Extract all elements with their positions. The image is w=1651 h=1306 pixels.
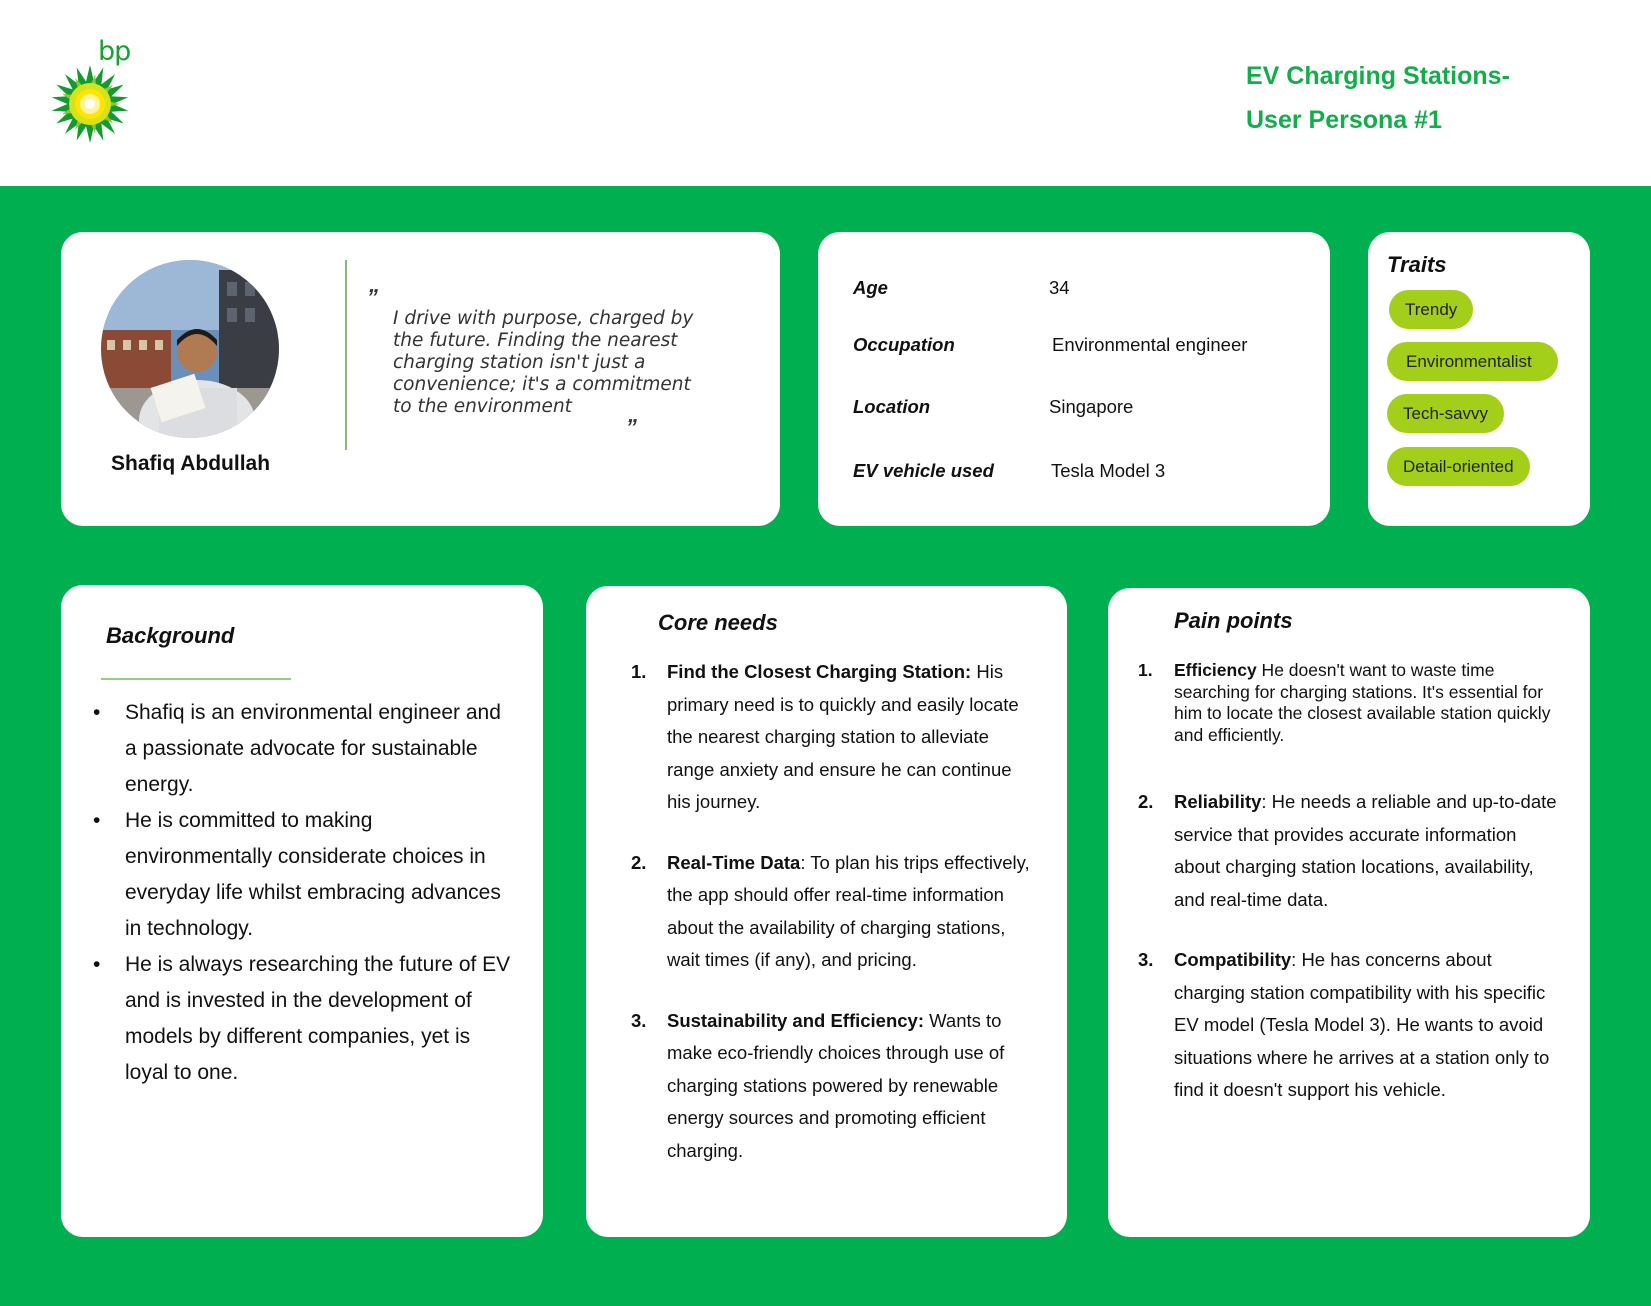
traits-card [1368, 232, 1590, 526]
core-needs-list [631, 656, 1039, 1167]
persona-photo-icon [101, 260, 279, 438]
quote-open-mark: „ [369, 272, 380, 297]
age-label: Age [853, 277, 888, 298]
list-number: 3. [631, 1009, 647, 1031]
list-number: 2. [631, 851, 647, 873]
list-item [1138, 786, 1564, 916]
bullet-icon: • [93, 701, 101, 724]
list-item-text: : He has concerns about charging station compatibility with his specific EV model (Tesla Model 3). He wants to avoid situations where he arrives at a station only to find it doesn't support his vehicle. [1174, 949, 1550, 1100]
list-item-text: His primary need is to quickly and easily locate the nearest charging station to alleviate range anxiety and ensure he can continue his journey. [667, 661, 1019, 812]
list-number: 3. [1138, 949, 1154, 970]
core-needs-card [586, 586, 1067, 1237]
list-item-text: He doesn't want to waste time searching for charging stations. It's essential for him to locate the closest available station quickly and efficiently. [1174, 660, 1551, 745]
page-title [1246, 54, 1510, 142]
list-item [93, 947, 513, 1091]
list-item [631, 847, 1039, 977]
ev-vehicle-label: EV vehicle used [853, 460, 994, 481]
page-title-line1: EV Charging Stations- [1246, 62, 1510, 90]
location-value: Singapore [1049, 396, 1134, 417]
list-item-lead: Reliability [1174, 791, 1262, 812]
bp-logo-text: bp [98, 36, 131, 67]
list-item-lead: Real-Time Data [667, 851, 801, 873]
list-item [1138, 660, 1564, 746]
trait-pill: Trendy [1389, 290, 1473, 329]
trait-pill: Tech-savvy [1387, 394, 1504, 433]
list-item-text: He is committed to making environmentally considerate choices in everyday life whilst embracing advances in technology. [125, 809, 501, 940]
pain-points-card [1108, 588, 1590, 1237]
avatar [101, 260, 279, 438]
page-title-line2: User Persona #1 [1246, 106, 1442, 134]
pain-points-list [1138, 660, 1564, 1107]
list-item [1138, 944, 1564, 1107]
list-item-text: : To plan his trips effectively, the app should offer real-time information about the availability of charging stations, wait times (if any), and pricing. [667, 851, 1030, 970]
list-number: 2. [1138, 791, 1154, 812]
background-underline [101, 678, 291, 680]
occupation-value: Environmental engineer [1052, 334, 1248, 355]
persona-board [0, 186, 1651, 1306]
list-item-lead: Find the Closest Charging Station: [667, 661, 972, 682]
occupation-label: Occupation [853, 334, 955, 355]
list-item-text: Wants to make eco-friendly choices through use of charging stations powered by renewable energy sources and promoting efficient charging. [667, 1009, 1005, 1161]
list-number: 1. [631, 661, 647, 682]
list-item-lead: Compatibility [1174, 949, 1292, 970]
persona-name: Shafiq Abdullah [111, 452, 271, 475]
list-item [93, 803, 513, 947]
quote-close-mark: „ [628, 402, 639, 427]
ev-vehicle-value: Tesla Model 3 [1051, 460, 1166, 481]
persona-quote: I drive with purpose, charged by the future. Finding the nearest charging station isn't just a convenience; it's a commitment to the environment [393, 308, 694, 417]
background-list [93, 695, 513, 1091]
list-number: 1. [1138, 660, 1153, 680]
background-title: Background [106, 623, 235, 648]
list-item-text: He is always researching the future of EV and is invested in the development of models by different companies, yet is loyal to one. [125, 953, 511, 1084]
trait-pill: Detail-oriented [1387, 447, 1530, 486]
age-value: 34 [1049, 277, 1070, 298]
list-item-text: : He needs a reliable and up-to-date service that provides accurate information about charging station locations, availability, and real-time data. [1174, 791, 1557, 910]
profile-card [61, 232, 780, 526]
bp-logo [50, 36, 134, 144]
location-label: Location [853, 396, 931, 417]
bullet-icon: • [93, 809, 101, 832]
list-item [93, 695, 513, 803]
quote-divider [345, 260, 347, 450]
helios-icon [50, 64, 130, 144]
details-card [818, 232, 1330, 526]
pain-points-title: Pain points [1174, 608, 1293, 633]
list-item [631, 656, 1039, 819]
core-needs-title: Core needs [658, 610, 778, 635]
traits-title: Traits [1387, 252, 1447, 277]
list-item-text: Shafiq is an environmental engineer and a passionate advocate for sustainable energy. [125, 701, 501, 796]
list-item-lead: Efficiency [1174, 660, 1257, 680]
list-item-lead: Sustainability and Efficiency: [667, 1009, 925, 1031]
header [0, 0, 1651, 186]
list-item [631, 1005, 1039, 1168]
background-card [61, 585, 543, 1237]
bullet-icon: • [93, 953, 101, 976]
trait-pill: Environmentalist [1387, 342, 1558, 381]
